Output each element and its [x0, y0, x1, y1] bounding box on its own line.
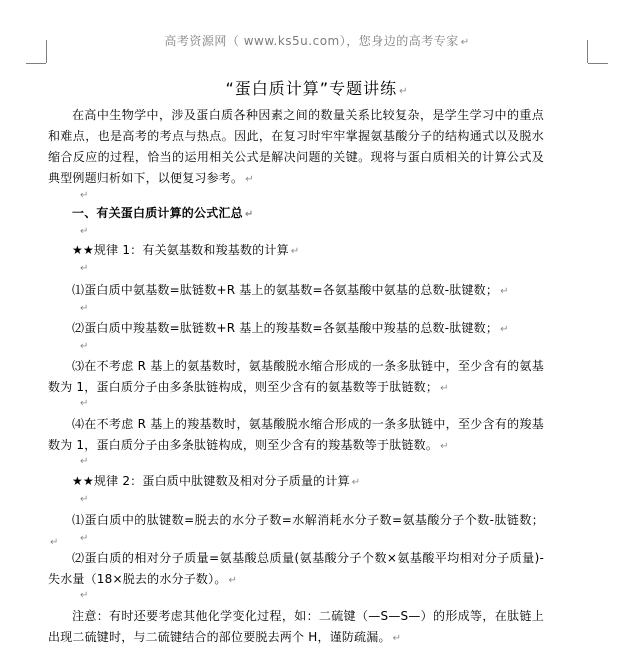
crop-mark-top-left — [26, 63, 46, 64]
header-text: 高考资源网（ www.ks5u.com），您身边的高考专家 — [164, 34, 459, 48]
empty-paragraph-mark: ↵ — [80, 398, 89, 409]
empty-paragraph-mark: ↵ — [80, 226, 89, 237]
return-icon: ↵ — [440, 383, 449, 394]
rule-1-item-3 — [48, 356, 544, 399]
rule-1-item-3-text: ⑶在不考虑 R 基上的氨基数时，氨基酸脱水缩合形成的一条多肽链中，至少含有的氨基数为 1，蛋白质分子由多条肽链构成，则至少含有的氨基数等于肽链数； — [48, 359, 544, 394]
return-icon: ↵ — [245, 174, 254, 185]
rule-1-item-2-text: ⑵蛋白质中羧基数=肽链数+R 基上的羧基数=各氨基酸中羧基的总数-肽键数； — [72, 321, 499, 335]
rule-2-title — [48, 471, 544, 493]
rule-1-item-2 — [48, 318, 544, 340]
empty-paragraph-mark: ↵ — [80, 341, 89, 352]
empty-paragraph-mark: ↵ — [80, 533, 89, 544]
note-text: 注意：有时还要考虑其他化学变化过程，如：二硫键（—S—S—）的形成等，在肽链上出现二硫键时，与二硫键结合的部位要脱去两个 H，谨防疏漏。 — [48, 609, 544, 644]
empty-paragraph-mark: ↵ — [80, 456, 89, 467]
return-icon: ↵ — [440, 441, 449, 452]
return-icon: ↵ — [460, 37, 470, 48]
document-title — [0, 76, 634, 99]
return-icon: ↵ — [500, 324, 509, 335]
note-paragraph — [48, 606, 544, 649]
empty-paragraph-mark: ↵ — [80, 590, 89, 601]
return-icon: ↵ — [399, 86, 409, 97]
return-icon: ↵ — [228, 575, 238, 586]
empty-paragraph-mark: ↵ — [80, 190, 89, 201]
rule-2-item-2 — [48, 548, 544, 591]
section-heading-1 — [48, 203, 544, 225]
return-icon: ↵ — [290, 246, 300, 257]
intro-text: 在高中生物学中，涉及蛋白质各种因素之间的数量关系比较复杂，是学生学习中的重点和难点，也是高考的考点与热点。因此，在复习时牢牢掌握氨基酸分子的结构通式以及脱水缩合反应的过程，恰当的运用相关公式是解决问题的关键。现将与蛋白质相关的计算公式及典型例题归析如下，以便复习参考。 — [48, 108, 544, 185]
return-icon: ↵ — [351, 477, 361, 488]
return-icon: ↵ — [50, 537, 59, 548]
rule-1-title-text: ★★规律 1：有关氨基数和羧基数的计算 — [72, 243, 289, 257]
rule-1-item-4 — [48, 414, 544, 457]
crop-mark-top-right — [588, 63, 608, 64]
section-1-text: 一、有关蛋白质计算的公式汇总 — [72, 206, 243, 220]
return-icon: ↵ — [244, 209, 254, 220]
intro-paragraph — [48, 105, 544, 190]
rule-1-item-4-text: ⑷在不考虑 R 基上的羧基数时，氨基酸脱水缩合形成的一条多肽链中，至少含有的羧基数为 1，蛋白质分子由多条肽链构成，则至少含有的羧基数等于肽链数。 — [48, 417, 544, 452]
rule-1-title — [48, 240, 544, 262]
rule-1-item-1 — [48, 280, 544, 302]
return-icon: ↵ — [500, 286, 509, 297]
empty-paragraph-mark: ↵ — [80, 494, 89, 505]
return-icon: ↵ — [392, 633, 402, 644]
page-header — [0, 32, 634, 49]
empty-paragraph-mark: ↵ — [80, 303, 89, 314]
empty-paragraph-mark: ↵ — [80, 263, 89, 274]
rule-2-title-text: ★★规律 2：蛋白质中肽键数及相对分子质量的计算 — [72, 474, 350, 488]
title-text: “蛋白质计算”专题讲练 — [225, 79, 398, 98]
rule-2-item-2-text: ⑵蛋白质的相对分子质量=氨基酸总质量(氨基酸分子个数×氨基酸平均相对分子质量)-失水量（18×脱去的水分子数）。 — [48, 551, 544, 586]
rule-2-item-1 — [48, 510, 544, 553]
rule-1-item-1-text: ⑴蛋白质中氨基数=肽链数+R 基上的氨基数=各氨基酸中氨基的总数-肽键数； — [72, 283, 499, 297]
rule-2-item-1-text: ⑴蛋白质中的肽键数=脱去的水分子数=水解消耗水分子数=氨基酸分子个数-肽链数； — [72, 513, 544, 527]
